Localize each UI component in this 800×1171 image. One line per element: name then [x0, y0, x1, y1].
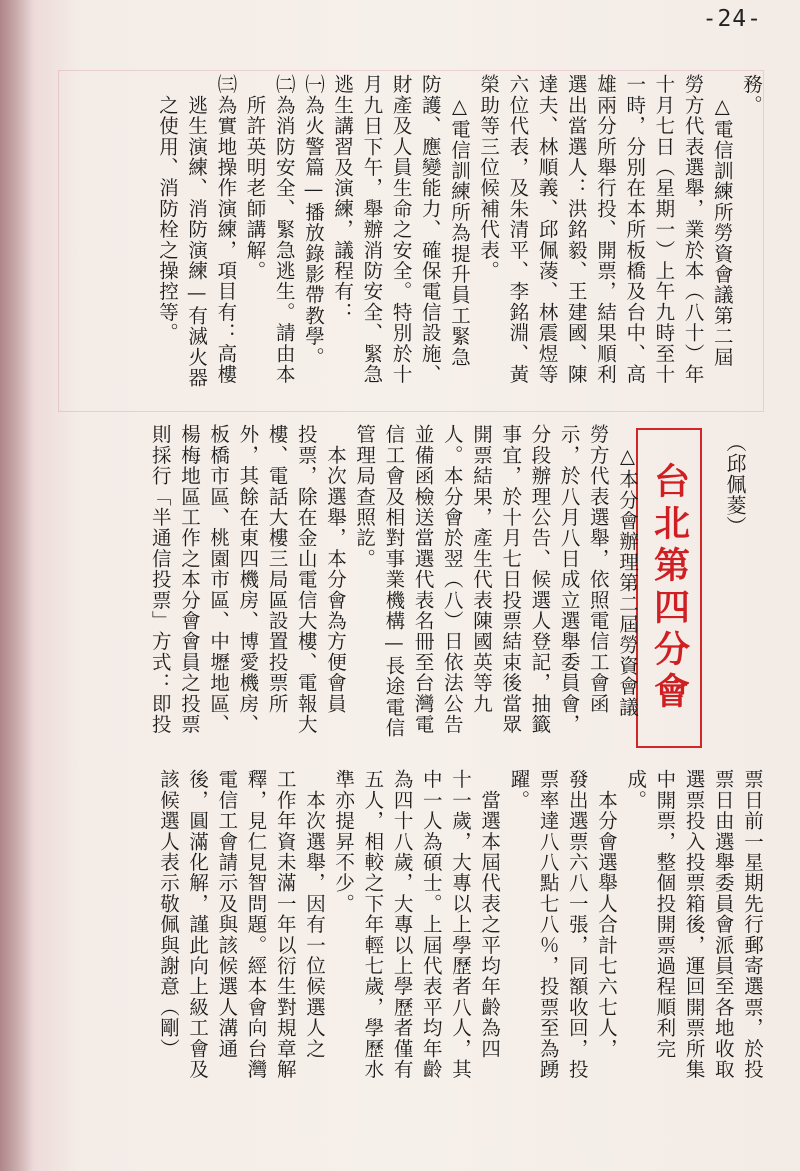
article-text-bottom: 票日前一星期先行郵寄選票，於投 票日由選舉委員會派員至各地收取 選票投入投票箱後，運回開票所集 中開票，整個投開票過程順利完 成。 本分會選舉人合計七六七人， 發出選票六八一張，同額收回，投 票率達八八點七八％，投票至為踴 躍。 當選本屆代表之平均年齡為四 十一歲，大專以上學歷者八人，其 中一人為碩士。上屆代表平均年齡 為四十八歲，大專以上學歷者僅有 五人，相較之下年輕七歲，學歷水 準亦提昇不少。 本次選舉，因有一位候選人之 工作年資未滿一年以衍生對規章解 釋，見仁見智問題。經本會向台灣 電信工會請示及與該候選人溝通 後，圓滿化解，謹此向上級工會及 該候選人表示敬佩與謝意（剛）: [156, 769, 764, 1080]
author-byline: （邱佩菱）: [723, 432, 747, 537]
section-title-box: [636, 428, 702, 748]
page-number: -24-: [702, 6, 762, 32]
article-text-middle: △本分會辦理第二屆勞資會議 勞方代表選舉，依照電信工會函 示，於八月八日成立選舉委員會， 分段辦理公告、候選人登記，抽籤 事宜，於十月七日投票結束後當眾 開票結果，產生代表陳國英等九 人。本分會於翌（八）日依法公告 並備函檢送當選代表名冊至台灣電 信工會及相對事業機構—長途電信 管理局查照訖。 本次選舉，本分會為方便會員 投票，除在金山電信大樓、電報大 樓、電話大樓三局區設置投票所 外，其餘在東四機房、博愛機房、 板橋市區、桃園市區、中壢地區、 楊梅地區工作之本分會會員之投票 則採行「半通信投票」方式：即投: [148, 424, 639, 738]
book-spine-shadow: [0, 0, 34, 1171]
section-title: 台北第四分會: [648, 462, 690, 714]
article-text-top: 務。 △電信訓練所勞資會議第二屆 勞方代表選舉，業於本（八十）年 十月七日（星期一）上午九時至十 一時，分別在本所板橋及台中、高 雄兩分所舉行投、開票，結果順利 選出當選人：洪銘毅、王建國、陳 達夫、林順義、邱佩蓤、林震煜等 六位代表，及朱清平、李銘淵、黃 榮助等三位候補代表。 △電信訓練所為提升員工緊急 防護、應變能力、確保電信設施、 財產及人員生命之安全。特別於十 月九日下午，舉辦消防安全、緊急 逃生講習及演練，議程有： ㈠為火警篇—播放錄影帶教學。 ㈡為消防安全、緊急逃生。請由本 所許英明老師講解。 ㈢為實地操作演練，項目有：高樓 逃生演練、消防演練—有滅火器 之使用、消防栓之操控等。: [155, 74, 763, 388]
